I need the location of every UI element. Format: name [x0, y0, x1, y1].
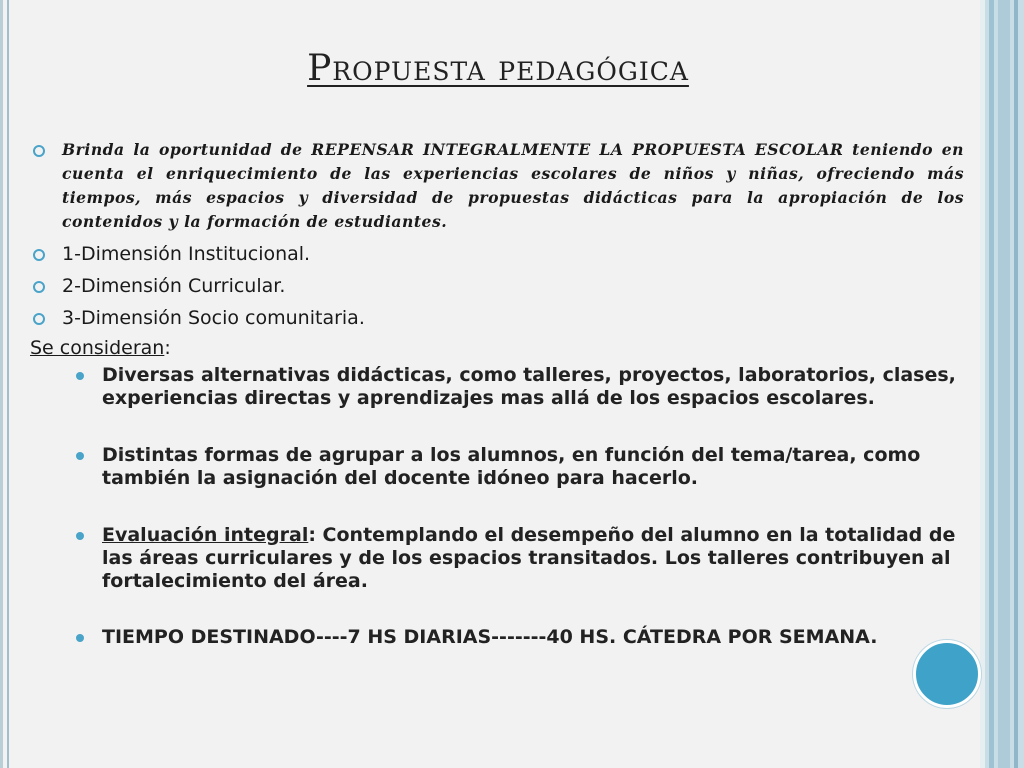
tiempo-item — [30, 626, 964, 649]
left-border-line — [7, 0, 9, 768]
dot-bullet-icon — [76, 634, 84, 642]
decorative-circle — [913, 640, 981, 708]
left-border-decoration — [0, 0, 12, 768]
dimension-text: 2-Dimensión Curricular. — [62, 275, 286, 297]
dimension-item — [30, 274, 964, 298]
evaluacion-label: Evaluación integral — [102, 524, 309, 546]
dot-bullet-icon — [76, 532, 84, 540]
evaluacion-item — [30, 524, 964, 593]
consideran-heading — [30, 336, 964, 360]
right-stripe — [1014, 0, 1018, 768]
right-stripe-decoration — [980, 0, 1024, 768]
slide-content — [30, 138, 964, 649]
ring-bullet-icon — [33, 281, 45, 293]
dot-bullet-icon — [76, 452, 84, 460]
dimension-item — [30, 242, 964, 266]
right-stripe — [980, 0, 985, 768]
sub-item-text: Diversas alternativas didácticas, como talleres, proyectos, laboratorios, clases, experiencias directas y aprendizajes mas allá de los espacios escolares. — [102, 364, 956, 409]
sub-item — [30, 444, 964, 490]
ring-bullet-icon — [33, 249, 45, 261]
right-stripe — [989, 0, 994, 768]
intro-bullet — [30, 138, 964, 234]
right-stripe — [998, 0, 1010, 768]
dimension-text: 3-Dimensión Socio comunitaria. — [62, 307, 365, 329]
ring-bullet-icon — [33, 313, 45, 325]
dimension-item — [30, 306, 964, 330]
intro-text: Brinda la oportunidad de REPENSAR INTEGRALMENTE LA PROPUESTA ESCOLAR teniendo en cuenta el enriquecimiento de las experiencias escolares de niños y niñas, ofreciendo más tiempos, más espacios y diversidad de propuestas didácticas para la apropiación de los contenidos y la formación de estudiantes. — [62, 140, 964, 231]
evaluacion-text: : Contemplando el desempeño del alumno en la totalidad de las áreas curriculares y de los espacios transitados. Los talleres contribuyen al fortalecimiento del área. — [102, 524, 956, 592]
left-border-line — [0, 0, 3, 768]
consideran-colon: : — [164, 337, 171, 359]
dot-bullet-icon — [76, 372, 84, 380]
sub-item-text: Distintas formas de agrupar a los alumnos, en función del tema/tarea, como también la asignación del docente idóneo para hacerlo. — [102, 444, 921, 489]
dimension-text: 1-Dimensión Institucional. — [62, 243, 311, 265]
consideran-label: Se consideran — [30, 337, 165, 359]
slide-title: Propuesta pedagógica — [307, 48, 689, 89]
sub-item — [30, 364, 964, 410]
tiempo-text: TIEMPO DESTINADO----7 HS DIARIAS-------40 HS. CÁTEDRA POR SEMANA. — [102, 626, 878, 648]
ring-bullet-icon — [33, 145, 45, 157]
